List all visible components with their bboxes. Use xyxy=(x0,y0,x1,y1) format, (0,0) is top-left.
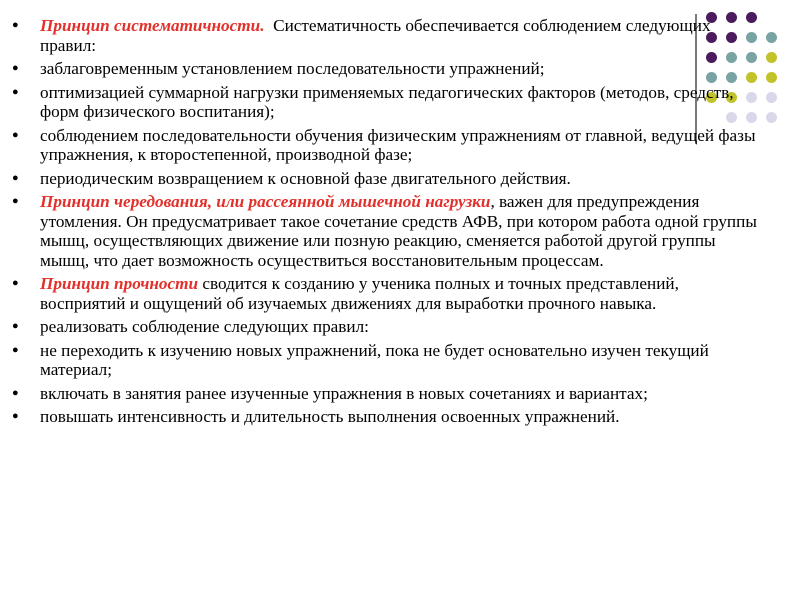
list-item xyxy=(8,407,768,427)
bullet-icon: ● xyxy=(12,277,19,289)
list-item xyxy=(8,317,768,337)
list-item xyxy=(8,126,768,165)
list-item xyxy=(8,384,768,404)
item-text: включать в занятия ранее изученные упражнения в новых сочетаниях и вариантах; xyxy=(40,383,648,403)
bullet-icon: ● xyxy=(12,410,19,422)
item-text: сводится к созданию у ученика полных и точных представлений, восприятий и ощущений об изучаемых движениях для выработки прочного навыка. xyxy=(40,274,679,313)
bullet-icon: ● xyxy=(12,386,19,399)
list-item xyxy=(8,192,768,270)
bullet-icon: ● xyxy=(12,62,19,74)
bullet-icon: ● xyxy=(12,171,19,184)
bullet-icon: ● xyxy=(12,128,19,141)
bullet-icon: ● xyxy=(12,85,19,98)
principle-term: Принцип систематичности xyxy=(40,16,261,35)
list-item xyxy=(8,59,768,79)
principle-term-suffix: . xyxy=(260,16,265,35)
bullet-icon: ● xyxy=(12,320,19,332)
item-text: повышать интенсивность и длительность выполнения освоенных упражнений. xyxy=(40,407,620,426)
item-text: соблюдением последовательности обучения физическим упражнениям от главной, ведущей фазы упражнения, к второстепенной, производной фазе; xyxy=(40,125,756,164)
item-text: реализовать соблюдение следующих правил: xyxy=(40,317,369,336)
bullet-icon: ● xyxy=(12,195,19,207)
item-text: заблаговременным установлением последовательности упражнений; xyxy=(40,59,545,78)
list-item xyxy=(8,169,768,189)
item-text: Систематичность обеспечивается соблюдением следующих правил: xyxy=(40,16,715,55)
list-item xyxy=(8,83,768,122)
bullet-list xyxy=(8,16,768,431)
bullet-icon: ● xyxy=(12,343,19,356)
item-text: периодическим возвращением к основной фазе двигательного действия. xyxy=(40,168,571,188)
item-text: оптимизацией суммарной нагрузки применяемых педагогических факторов (методов, средств, форм физического воспитания); xyxy=(40,82,734,121)
list-item xyxy=(8,16,768,55)
list-item xyxy=(8,274,768,313)
item-text: не переходить к изучению новых упражнений, пока не будет основательно изучен текущий материал; xyxy=(40,340,709,379)
principle-term: Принцип прочности xyxy=(40,274,199,293)
principle-term: Принцип чередования, или рассеянной мышечной нагрузки xyxy=(40,192,491,211)
list-item xyxy=(8,341,768,380)
item-text: , важен для предупреждения утомления. Он предусматривает такое сочетание средств АФВ, при котором работа одной группы мышц, осуществляющих движение или позную реакцию, сменяется работой другой группы мышц, что дает возможность осуществиться восстановительным процессам. xyxy=(40,192,757,270)
bullet-icon: ● xyxy=(12,19,19,31)
